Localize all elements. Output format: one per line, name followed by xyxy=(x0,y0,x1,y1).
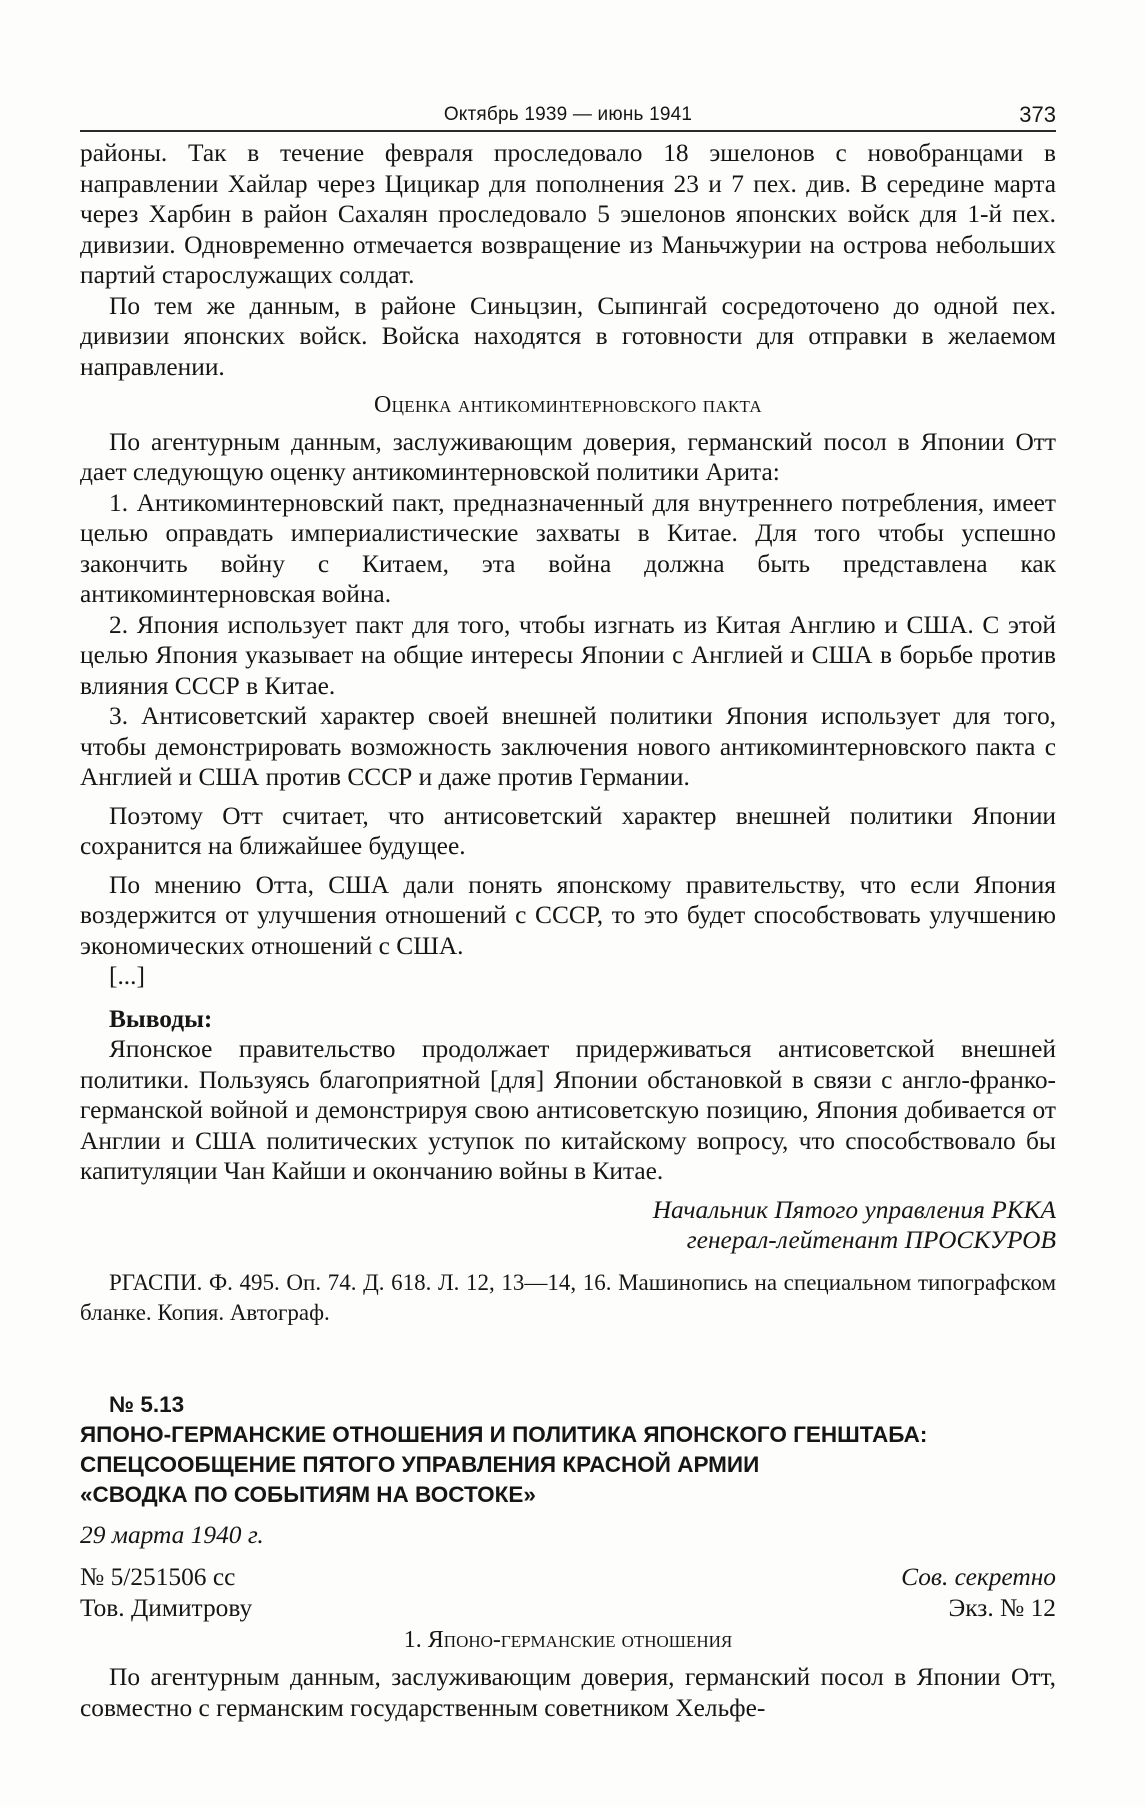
conclusions-paragraph: Японское правительство продолжает придерживаться антисоветской внешней политики. Пользуясь благоприятной [для] Японии обстановкой в связи с англо-франко-германской войной и демонстрируя свою антисоветскую позицию, Япония добивается от Англии и США политических уступок по китайскому вопросу, что способствовало бы капитуляции Чан Кайши и окончанию войны в Китае. xyxy=(80,1035,1056,1185)
addressee-row xyxy=(80,1593,1056,1624)
subsection-title xyxy=(80,1627,1056,1654)
signature-title: Начальник Пятого управления РККА xyxy=(652,1195,1056,1224)
document-body xyxy=(80,138,1056,1328)
classification-stamp: Сов. секретно xyxy=(901,1563,1056,1591)
signature-name: генерал-лейтенант ПРОСКУРОВ xyxy=(686,1226,1056,1254)
subsection-title-text: 1. Японо-германские отношения xyxy=(403,1627,733,1653)
paragraph: По агентурным данным, заслуживающим доверия, германский посол в Японии Отт дает следующую оценку антикоминтерновской политики Арита: xyxy=(80,427,1056,486)
registration-row xyxy=(80,1562,1056,1593)
paragraph: Поэтому Отт считает, что антисоветский характер внешней политики Японии сохранится на ближайшее будущее. xyxy=(80,801,1056,860)
list-item: 1. Антикоминтерновский пакт, предназначенный для внутреннего потребления, имеет целью оправдать империалистические захваты в Китае. Для того чтобы успешно закончить войну с Китаем, эта война должна быть представлена как антикоминтерновская война. xyxy=(80,488,1056,608)
document-heading xyxy=(80,1390,1056,1510)
document-number: № 5.13 xyxy=(109,1391,185,1417)
list-item: 3. Антисоветский характер своей внешней политики Япония использует для того, чтобы демонстрировать возможность заключения нового антикоминтерновского пакта с Англией и США против СССР и даже против Германии. xyxy=(80,702,1056,791)
document-date: 29 марта 1940 г. xyxy=(80,1520,264,1549)
section-title-text: Оценка антикоминтерновского пакта xyxy=(374,392,762,418)
document-title-line: ЯПОНО-ГЕРМАНСКИЕ ОТНОШЕНИЯ И ПОЛИТИКА ЯПОНСКОГО ГЕНШТАБА: xyxy=(80,1421,928,1447)
section-title xyxy=(80,390,1056,421)
running-header xyxy=(80,100,1056,132)
omission-mark: [...] xyxy=(109,962,145,990)
conclusions-label: Выводы: xyxy=(109,1004,213,1033)
copy-number: Экз. № 12 xyxy=(948,1593,1056,1622)
archive-reference: РГАСПИ. Ф. 495. Оп. 74. Д. 618. Л. 12, 13—14, 16. Машинопись на специальном типографском бланке. Копия. Автограф. xyxy=(80,1269,1056,1325)
page-number: 373 xyxy=(1019,102,1056,127)
addressee: Тов. Димитрову xyxy=(80,1593,253,1622)
paragraph: По мнению Отта, США дали понять японскому правительству, что если Япония воздержится от улучшения отношений с СССР, то это будет способствовать улучшению экономических отношений с США. xyxy=(80,870,1056,960)
paragraph: районы. Так в течение февраля проследовало 18 эшелонов с новобранцами в направлении Хайлар через Цицикар для пополнения 23 и 7 пех. див. В середине марта через Харбин в район Сахалян проследовало 5 эшелонов японских войск для 1-й пех. дивизии. Одновременно отмечается возвращение из Маньчжурии на острова небольших партий старослужащих солдат. xyxy=(80,139,1056,289)
list-item: 2. Япония использует пакт для того, чтобы изгнать из Китая Англию и США. С этой целью Япония указывает на общие интересы Японии с Англией и США в борьбе против влияния СССР в Китае. xyxy=(80,610,1056,700)
document-title-line: СПЕЦСООБЩЕНИЕ ПЯТОГО УПРАВЛЕНИЯ КРАСНОЙ АРМИИ xyxy=(80,1451,760,1477)
book-page xyxy=(80,100,1056,1723)
paragraph: По тем же данным, в районе Синьцзин, Сыпингай сосредоточено до одной пех. дивизии японских войск. Войска находятся в готовности для отправки в желаемом направлении. xyxy=(80,291,1056,381)
registration-number: № 5/251506 сс xyxy=(80,1563,236,1591)
signature-block xyxy=(80,1195,1056,1256)
document-title-line: «СВОДКА ПО СОБЫТИЯМ НА ВОСТОКЕ» xyxy=(80,1481,536,1507)
running-title: Октябрь 1939 — июнь 1941 xyxy=(443,104,693,125)
paragraph: По агентурным данным, заслуживающим доверия, германский посол в Японии Отт, совместно с германским государственным советником Хельфе- xyxy=(80,1663,1056,1722)
document-5-13-body xyxy=(80,1662,1056,1723)
